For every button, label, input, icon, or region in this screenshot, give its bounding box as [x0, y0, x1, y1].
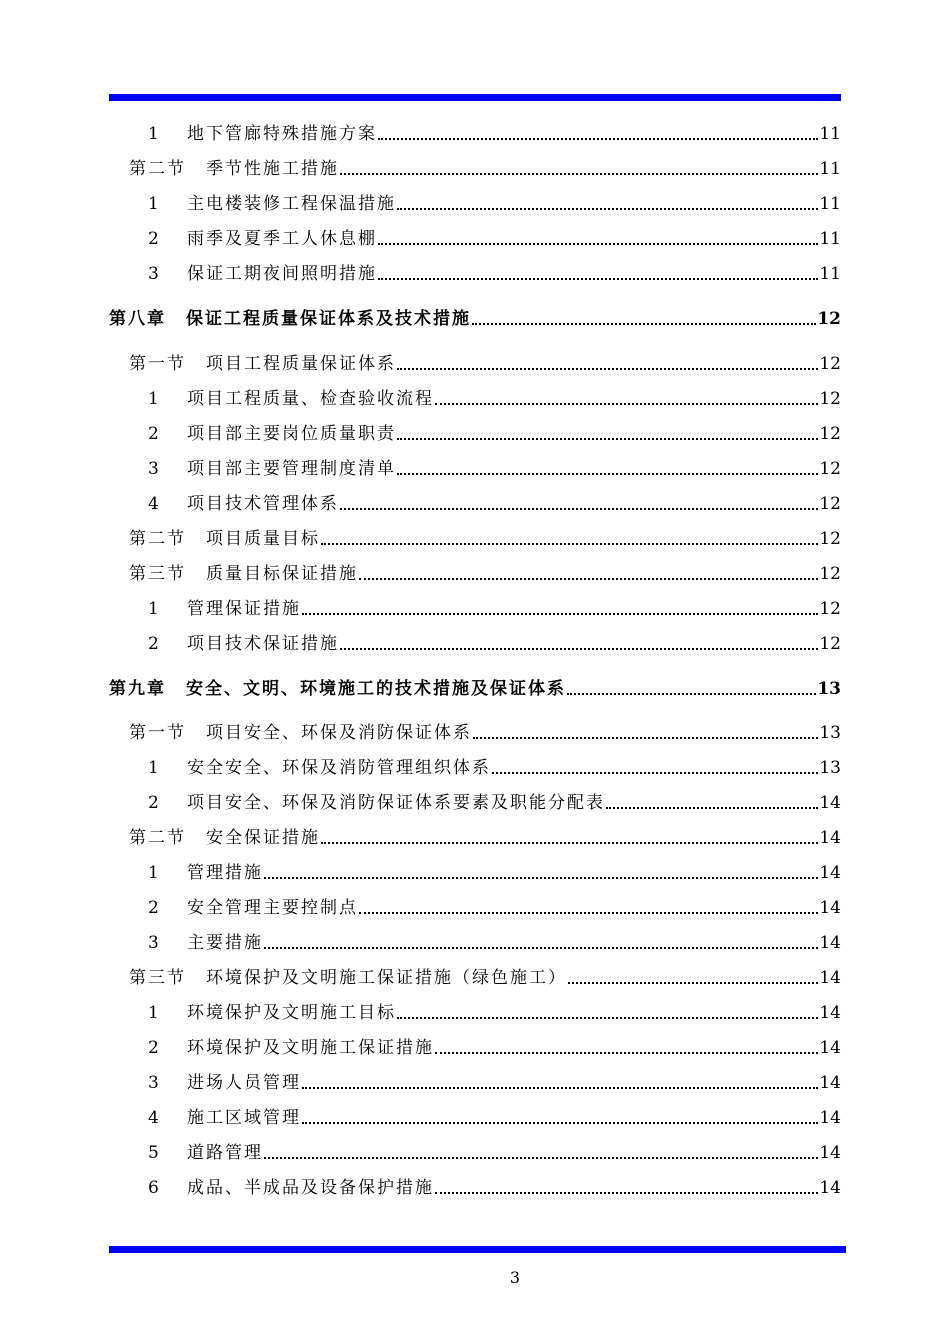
toc-entry-title: 主电楼装修工程保温措施 — [187, 194, 396, 214]
toc-entry-title: 项目工程质量保证体系 — [206, 354, 396, 374]
toc-entry-page: 11 — [819, 159, 841, 179]
toc-entry-number: 2 — [148, 634, 161, 654]
toc-entry-page: 14 — [819, 1003, 841, 1023]
toc-entry-number: 1 — [148, 863, 161, 883]
toc-entry-label — [148, 897, 358, 919]
toc-entry-number: 3 — [148, 1073, 161, 1093]
dot-leader — [378, 278, 818, 280]
toc-entry-title: 项目安全、环保及消防保证体系要素及职能分配表 — [187, 793, 605, 813]
toc-entry[interactable] — [109, 561, 841, 585]
toc-entry-number: 第一节 — [129, 354, 186, 374]
toc-entry-number: 4 — [148, 1108, 161, 1128]
toc-entry-label — [148, 423, 396, 445]
toc-entry-label — [109, 678, 566, 700]
toc-entry-title: 安全保证措施 — [206, 828, 320, 848]
toc-entry-title: 安全、文明、环境施工的技术措施及保证体系 — [186, 679, 566, 699]
dot-leader — [340, 648, 818, 650]
toc-entry-number: 1 — [148, 124, 161, 144]
toc-entry-number: 第一节 — [129, 723, 186, 743]
toc-entry[interactable] — [109, 790, 841, 814]
toc-entry-number: 1 — [148, 389, 161, 409]
toc-entry-page: 12 — [819, 494, 841, 514]
dot-leader — [606, 807, 818, 809]
dot-leader — [472, 323, 816, 325]
dot-leader — [435, 403, 818, 405]
toc-entry-number: 第九章 — [109, 679, 166, 699]
toc-entry-label — [148, 493, 339, 515]
toc-entry-page: 12 — [819, 354, 841, 374]
toc-entry-number: 2 — [148, 898, 161, 918]
toc-entry-number: 1 — [148, 1003, 161, 1023]
toc-entry-page: 12 — [819, 529, 841, 549]
toc-entry-page: 14 — [819, 1108, 841, 1128]
toc-entry-title: 管理保证措施 — [187, 599, 301, 619]
toc-entry-title: 成品、半成品及设备保护措施 — [187, 1178, 434, 1198]
toc-entry-label — [109, 308, 471, 330]
dot-leader — [340, 508, 818, 510]
toc-entry[interactable] — [109, 596, 841, 620]
toc-entry[interactable] — [109, 121, 841, 145]
toc-entry-label — [129, 722, 472, 744]
toc-entry[interactable] — [109, 261, 841, 285]
dot-leader — [397, 438, 818, 440]
toc-entry-number: 2 — [148, 424, 161, 444]
toc-entry-title: 项目安全、环保及消防保证体系 — [206, 723, 472, 743]
toc-entry[interactable] — [109, 1035, 841, 1059]
toc-entry-number: 3 — [148, 264, 161, 284]
dot-leader — [378, 243, 818, 245]
toc-entry-page: 12 — [817, 309, 841, 329]
toc-entry-page: 12 — [819, 564, 841, 584]
toc-entry[interactable] — [109, 860, 841, 884]
dot-leader — [264, 877, 818, 879]
dot-leader — [567, 693, 816, 695]
toc-entry-title: 环境保护及文明施工保证措施 — [187, 1038, 434, 1058]
toc-entry-title: 雨季及夏季工人休息棚 — [187, 229, 377, 249]
toc-entry[interactable] — [109, 1070, 841, 1094]
toc-entry-label — [148, 123, 377, 145]
toc-entry-number: 1 — [148, 758, 161, 778]
toc-entry-title: 保证工程质量保证体系及技术措施 — [186, 309, 471, 329]
toc-entry-label — [148, 792, 605, 814]
toc-entry[interactable] — [109, 526, 841, 550]
toc-entry-label — [129, 827, 320, 849]
toc-entry-page: 13 — [817, 679, 841, 699]
toc-entry-label — [148, 598, 301, 620]
dot-leader — [397, 368, 818, 370]
toc-entry-title: 地下管廊特殊措施方案 — [187, 124, 377, 144]
toc-entry-label — [148, 1002, 396, 1024]
toc-entry-page: 14 — [819, 1143, 841, 1163]
toc-entry-title: 安全安全、环保及消防管理组织体系 — [187, 758, 491, 778]
toc-entry[interactable] — [109, 306, 841, 330]
toc-entry-page: 14 — [819, 863, 841, 883]
dot-leader — [321, 543, 818, 545]
toc-entry-page: 13 — [819, 758, 841, 778]
toc-entry-page: 12 — [819, 634, 841, 654]
toc-entry-title: 主要措施 — [187, 933, 263, 953]
toc-entry-label — [148, 263, 377, 285]
toc-entry-page: 12 — [819, 389, 841, 409]
toc-entry-page: 12 — [819, 424, 841, 444]
dot-leader — [302, 613, 818, 615]
toc-entry[interactable] — [109, 755, 841, 779]
toc-entry-label — [148, 388, 434, 410]
toc-entry-title: 项目技术管理体系 — [187, 494, 339, 514]
toc-entry[interactable] — [109, 965, 841, 989]
dot-leader — [321, 842, 818, 844]
dot-leader — [397, 1017, 818, 1019]
toc-entry-title: 保证工期夜间照明措施 — [187, 264, 377, 284]
toc-entry-page: 14 — [819, 1178, 841, 1198]
dot-leader — [359, 912, 818, 914]
dot-leader — [397, 473, 818, 475]
toc-entry-title: 道路管理 — [187, 1143, 263, 1163]
toc-entry[interactable] — [109, 1105, 841, 1129]
toc-entry-label — [148, 1037, 434, 1059]
toc-entry-title: 项目部主要岗位质量职责 — [187, 424, 396, 444]
toc-entry-title: 安全管理主要控制点 — [187, 898, 358, 918]
toc-entry-title: 项目部主要管理制度清单 — [187, 459, 396, 479]
toc-entry-label — [148, 1107, 301, 1129]
toc-entry-page: 14 — [819, 1038, 841, 1058]
toc-entry[interactable] — [109, 1140, 841, 1164]
toc-entry-label — [129, 967, 567, 989]
toc-entry-number: 1 — [148, 194, 161, 214]
toc-entry[interactable] — [109, 191, 841, 215]
toc-entry-title: 环境保护及文明施工保证措施（绿色施工） — [206, 968, 567, 988]
toc-entry-page: 12 — [819, 599, 841, 619]
toc-entry-title: 环境保护及文明施工目标 — [187, 1003, 396, 1023]
toc-entry-title: 管理措施 — [187, 863, 263, 883]
toc-entry[interactable] — [109, 930, 841, 954]
toc-entry[interactable] — [109, 156, 841, 180]
toc-entry-number: 2 — [148, 229, 161, 249]
toc-entry-label — [148, 633, 339, 655]
toc-entry[interactable] — [109, 226, 841, 250]
toc-entry-number: 4 — [148, 494, 161, 514]
toc-entry-page: 11 — [819, 194, 841, 214]
dot-leader — [302, 1122, 818, 1124]
footer-rule — [109, 1246, 846, 1253]
toc-entry-label — [148, 1177, 434, 1199]
toc-entry-label — [148, 932, 263, 954]
toc-entry-label — [129, 563, 358, 585]
toc-entry[interactable] — [109, 456, 841, 480]
toc-entry-number: 2 — [148, 793, 161, 813]
toc-entry-number: 第二节 — [129, 159, 186, 179]
toc-entry-page: 14 — [819, 793, 841, 813]
dot-leader — [302, 1087, 818, 1089]
page-number: 3 — [509, 1268, 521, 1287]
toc-entry-number: 6 — [148, 1178, 161, 1198]
toc-entry[interactable] — [109, 386, 841, 410]
toc-entry-title: 项目质量目标 — [206, 529, 320, 549]
toc-entry[interactable] — [109, 676, 841, 700]
toc-entry-page: 13 — [819, 723, 841, 743]
toc-entry-label — [148, 862, 263, 884]
toc-entry-page: 14 — [819, 1073, 841, 1093]
toc-entry-title: 项目工程质量、检查验收流程 — [187, 389, 434, 409]
dot-leader — [378, 138, 818, 140]
toc-entry-label — [148, 1072, 301, 1094]
toc-entry[interactable] — [109, 1000, 841, 1024]
toc-entry[interactable] — [109, 631, 841, 655]
dot-leader — [435, 1192, 818, 1194]
toc-entry-number: 5 — [148, 1143, 161, 1163]
toc-entry-page: 14 — [819, 968, 841, 988]
toc-entry[interactable] — [109, 491, 841, 515]
toc-entry-number: 第三节 — [129, 968, 186, 988]
toc-entry-page: 11 — [819, 264, 841, 284]
toc-entry-number: 3 — [148, 459, 161, 479]
toc-entry-number: 2 — [148, 1038, 161, 1058]
toc-entry[interactable] — [109, 720, 841, 744]
toc-entry[interactable] — [109, 1175, 841, 1199]
dot-leader — [340, 173, 818, 175]
toc-entry-page: 11 — [819, 124, 841, 144]
dot-leader — [397, 208, 818, 210]
toc-entry-label — [129, 528, 320, 550]
toc-entry-label — [148, 1142, 263, 1164]
toc-entry[interactable] — [109, 351, 841, 375]
dot-leader — [264, 1157, 818, 1159]
toc-entry[interactable] — [109, 421, 841, 445]
toc-entry-number: 第二节 — [129, 529, 186, 549]
toc-entry-label — [129, 158, 339, 180]
dot-leader — [568, 982, 818, 984]
dot-leader — [435, 1052, 818, 1054]
toc-entry-number: 第二节 — [129, 828, 186, 848]
toc-entry-page: 14 — [819, 828, 841, 848]
toc-entry-label — [148, 757, 491, 779]
dot-leader — [359, 578, 818, 580]
toc-entry-title: 施工区域管理 — [187, 1108, 301, 1128]
toc-entry-page: 14 — [819, 933, 841, 953]
toc-entry-page: 14 — [819, 898, 841, 918]
toc-entry-title: 季节性施工措施 — [206, 159, 339, 179]
toc-entry-label — [148, 228, 377, 250]
toc-entry-title: 质量目标保证措施 — [206, 564, 358, 584]
toc-entry-title: 项目技术保证措施 — [187, 634, 339, 654]
toc-entry-page: 11 — [819, 229, 841, 249]
toc-entry-label — [148, 193, 396, 215]
toc-entry-number: 第三节 — [129, 564, 186, 584]
toc-entry-label — [148, 458, 396, 480]
dot-leader — [492, 772, 818, 774]
toc-entry-number: 1 — [148, 599, 161, 619]
toc-entry[interactable] — [109, 825, 841, 849]
dot-leader — [473, 737, 818, 739]
toc-entry-number: 3 — [148, 933, 161, 953]
toc-entry[interactable] — [109, 895, 841, 919]
toc-entry-label — [129, 353, 396, 375]
dot-leader — [264, 947, 818, 949]
toc-entry-page: 12 — [819, 459, 841, 479]
toc-entry-number: 第八章 — [109, 309, 166, 329]
toc-entry-title: 进场人员管理 — [187, 1073, 301, 1093]
